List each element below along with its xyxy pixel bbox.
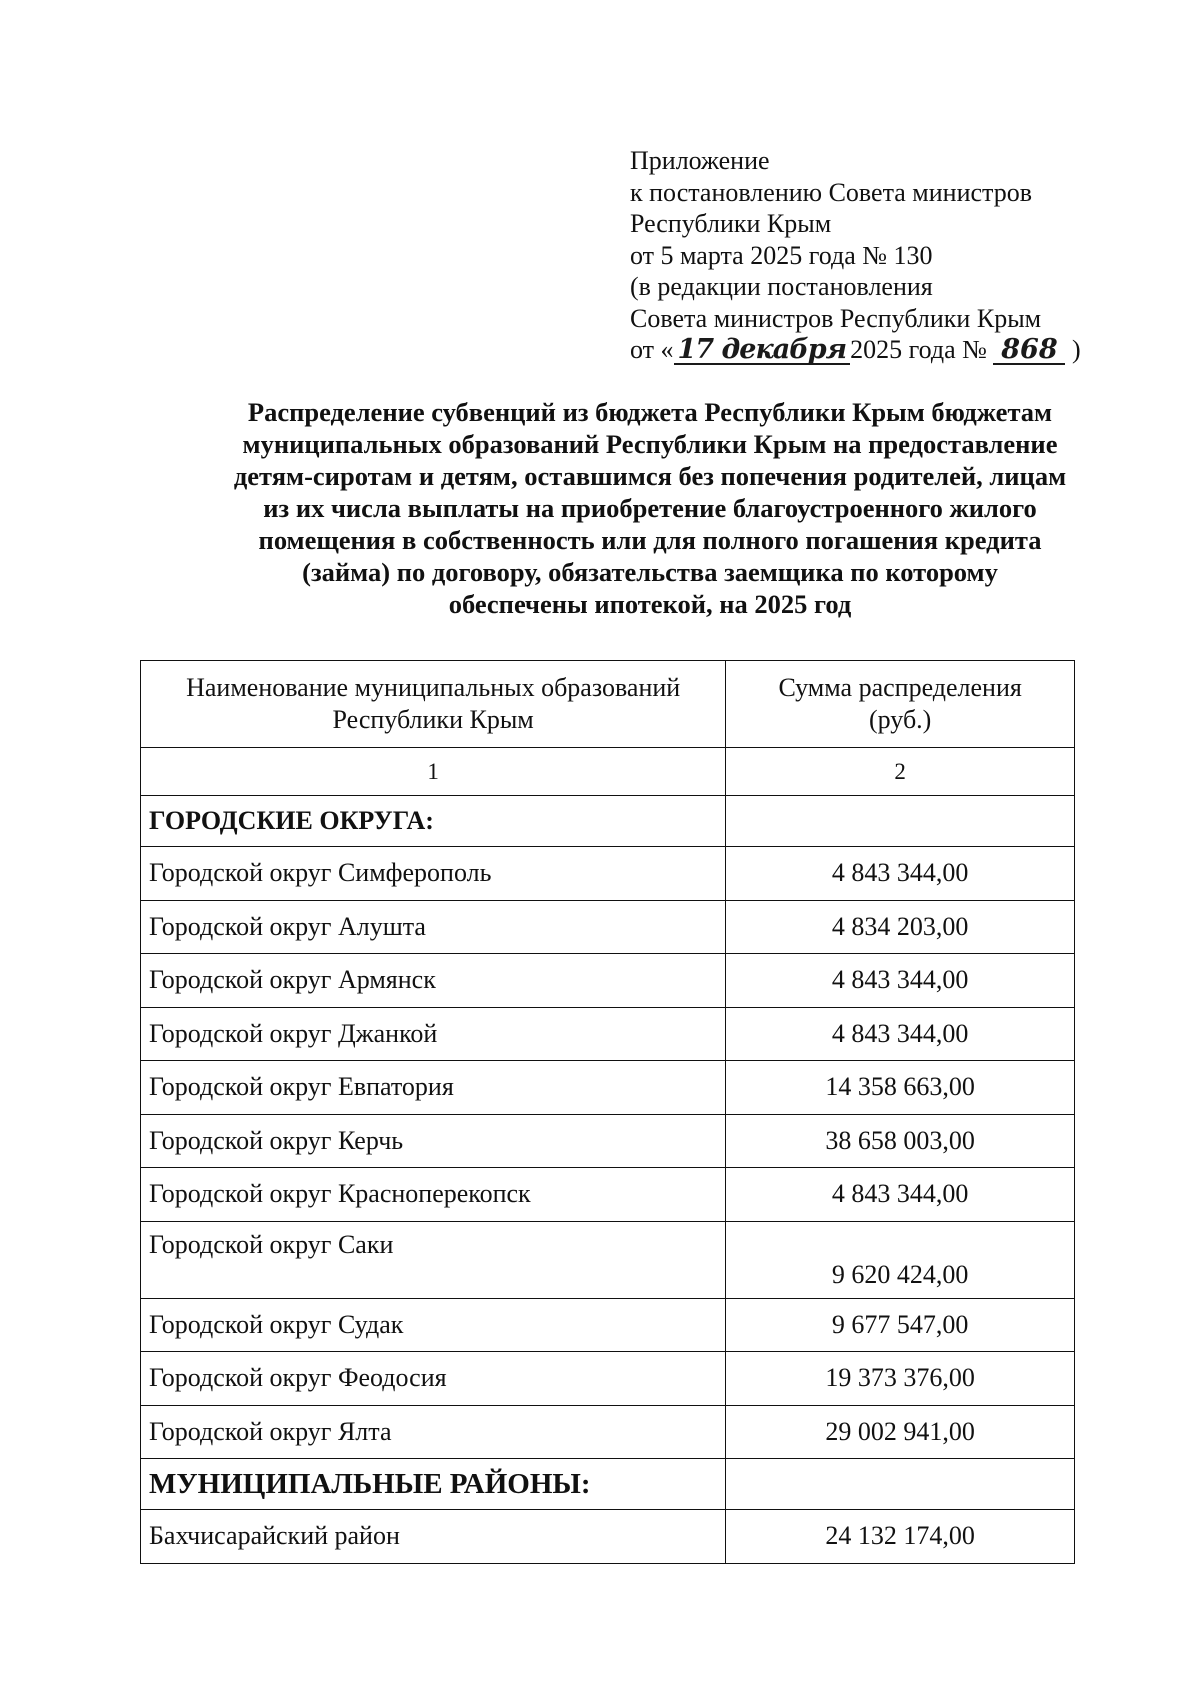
appendix-date-suffix: ) [1071,335,1081,364]
header-sum-line: (руб.) [868,705,932,734]
table-row [141,1352,1075,1406]
handwritten-date: 17 декабря [674,337,851,365]
section-label: ГОРОДСКИЕ ОКРУГА: [141,796,726,847]
appendix-date-middle: 2025 года № [850,335,987,364]
header-sum [726,661,1075,748]
row-value: 29 002 941,00 [726,1405,1075,1459]
row-name: Городской округ Армянск [141,954,726,1008]
table-row [141,1168,1075,1222]
appendix-date-line [630,334,1081,366]
title-line: из их числа выплаты на приобретение благоустроенного жилого [263,493,1037,523]
row-value: 4 843 344,00 [726,954,1075,1008]
row-name: Городской округ Судак [141,1298,726,1352]
row-value: 4 843 344,00 [726,1168,1075,1222]
table-row [141,954,1075,1008]
table-row [141,1114,1075,1168]
title-line: (займа) по договору, обязательства заемщика по которому [302,557,998,587]
row-name: Бахчисарайский район [141,1510,726,1564]
row-value: 4 834 203,00 [726,900,1075,954]
header-name-line: Наименование муниципальных образований [186,673,681,702]
row-value: 14 358 663,00 [726,1061,1075,1115]
header-sum-line: Сумма распределения [778,673,1022,702]
row-name: Городской округ Джанкой [141,1007,726,1061]
row-name: Городской округ Красноперекопск [141,1168,726,1222]
title-line: муниципальных образований Республики Крым на предоставление [242,429,1058,459]
row-value: 9 677 547,00 [726,1298,1075,1352]
title-line: обеспечены ипотекой, на 2025 год [448,589,852,619]
handwritten-number: 868 [993,337,1065,365]
row-value: 24 132 174,00 [726,1510,1075,1564]
column-number: 2 [726,748,1075,796]
row-name: Городской округ Керчь [141,1114,726,1168]
row-name: Городской округ Ялта [141,1405,726,1459]
appendix-block [630,145,1081,366]
table-header-row [141,661,1075,748]
table-row [141,1061,1075,1115]
column-number-row [141,748,1075,796]
row-value: 19 373 376,00 [726,1352,1075,1406]
appendix-date-prefix: от « [630,335,674,364]
appendix-line: Приложение [630,146,770,175]
row-value: 4 843 344,00 [726,1007,1075,1061]
distribution-table [140,660,1075,1564]
row-name: Городской округ Евпатория [141,1061,726,1115]
section-empty-cell [726,796,1075,847]
table-row [141,900,1075,954]
table-body [141,748,1075,1564]
row-name: Городской округ Алушта [141,900,726,954]
table-row [141,1298,1075,1352]
row-name: Городской округ Саки [141,1221,726,1298]
table-row [141,1510,1075,1564]
table-row [141,1405,1075,1459]
row-value: 4 843 344,00 [726,847,1075,901]
table-row [141,847,1075,901]
title-line: детям-сиротам и детям, оставшимся без попечения родителей, лицам [233,461,1067,491]
table-row [141,1007,1075,1061]
row-value: 9 620 424,00 [726,1221,1075,1298]
column-number: 1 [141,748,726,796]
title-line: помещения в собственность или для полного погашения кредита [258,525,1042,555]
section-label: МУНИЦИПАЛЬНЫЕ РАЙОНЫ: [141,1459,726,1510]
section-row [141,796,1075,847]
table-row [141,1221,1075,1298]
section-row [141,1459,1075,1510]
appendix-line: (в редакции постановления [630,272,933,301]
document-title [180,396,1120,620]
title-line: Распределение субвенций из бюджета Республики Крым бюджетам [247,397,1053,427]
appendix-line: от 5 марта 2025 года № 130 [630,240,933,270]
header-name-line: Республики Крым [332,705,534,734]
section-empty-cell [726,1459,1075,1510]
header-name [141,661,726,748]
row-name: Городской округ Симферополь [141,847,726,901]
row-value: 38 658 003,00 [726,1114,1075,1168]
appendix-line: Республики Крым [630,209,832,238]
appendix-line: Совета министров Республики Крым [630,303,1042,333]
appendix-line: к постановлению Совета министров [630,177,1032,207]
row-name: Городской округ Феодосия [141,1352,726,1406]
